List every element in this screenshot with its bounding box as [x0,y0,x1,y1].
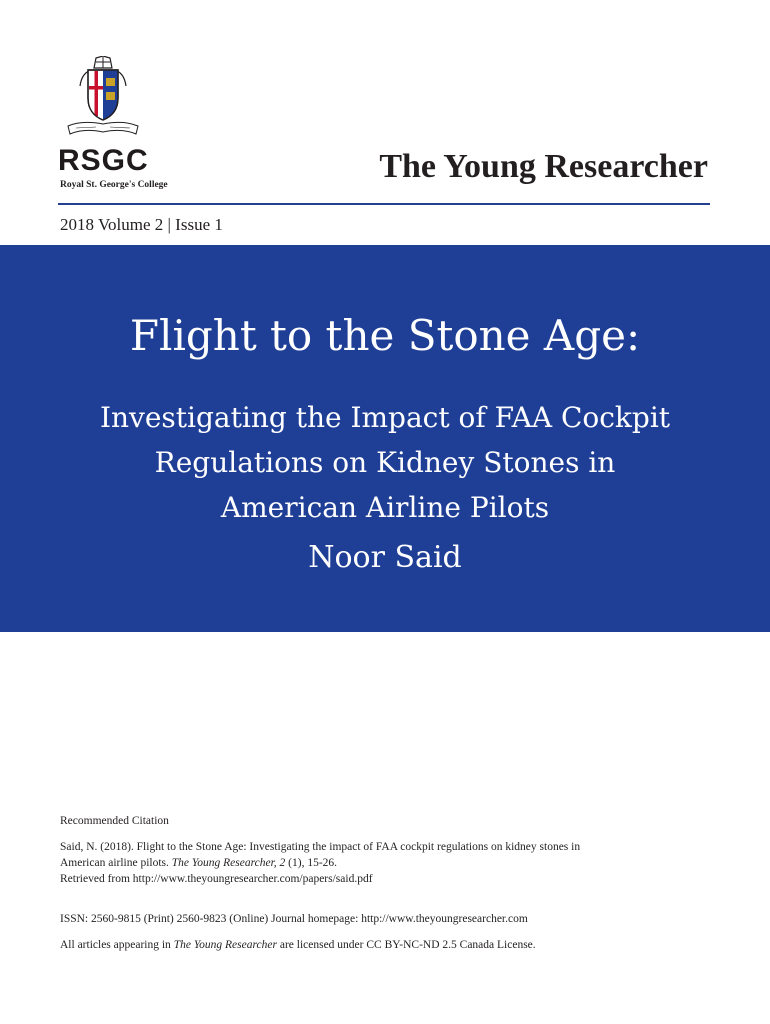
citation-heading: Recommended Citation [60,815,169,827]
license-journal: The Young Researcher [173,939,277,951]
citation-text: (1), 15-26. [285,857,338,869]
citation-journal: The Young Researcher, 2 [171,857,286,869]
rsgc-logo-text: RSGC [58,144,149,177]
issue-info: 2018 Volume 2 | Issue 1 [60,215,223,234]
header-rule [58,203,710,205]
license-text: All articles appearing in [60,939,174,951]
paper-title: Flight to the Stone Age: [129,311,641,360]
citation-line [60,855,680,871]
paper-subtitle [60,395,710,530]
title-banner [0,245,770,632]
author-name: Noor Said [308,540,462,575]
journal-title: The Young Researcher [379,148,708,185]
college-name: Royal St. George's College [60,180,168,190]
college-crest-logo [62,56,144,142]
license-line [60,937,680,953]
issn-line: ISSN: 2560-9815 (Print) 2560-9823 (Online) Journal homepage: http://www.theyoungresearcher.com [60,913,528,925]
citation-retrieved-link[interactable]: Retrieved from http://www.theyoungresearcher.com/papers/said.pdf [60,873,373,885]
recommended-citation [60,813,680,953]
license-text: are licensed under CC BY-NC-ND 2.5 Canada License. [276,939,536,951]
citation-text: American airline pilots. [60,857,172,869]
subtitle-line: Investigating the Impact of FAA Cockpit [99,401,671,434]
subtitle-line: American Airline Pilots [220,491,550,524]
subtitle-line: Regulations on Kidney Stones in [154,446,616,479]
citation-line: Said, N. (2018). Flight to the Stone Age: Investigating the impact of FAA cockpit regulations on kidney stones in [60,841,581,853]
